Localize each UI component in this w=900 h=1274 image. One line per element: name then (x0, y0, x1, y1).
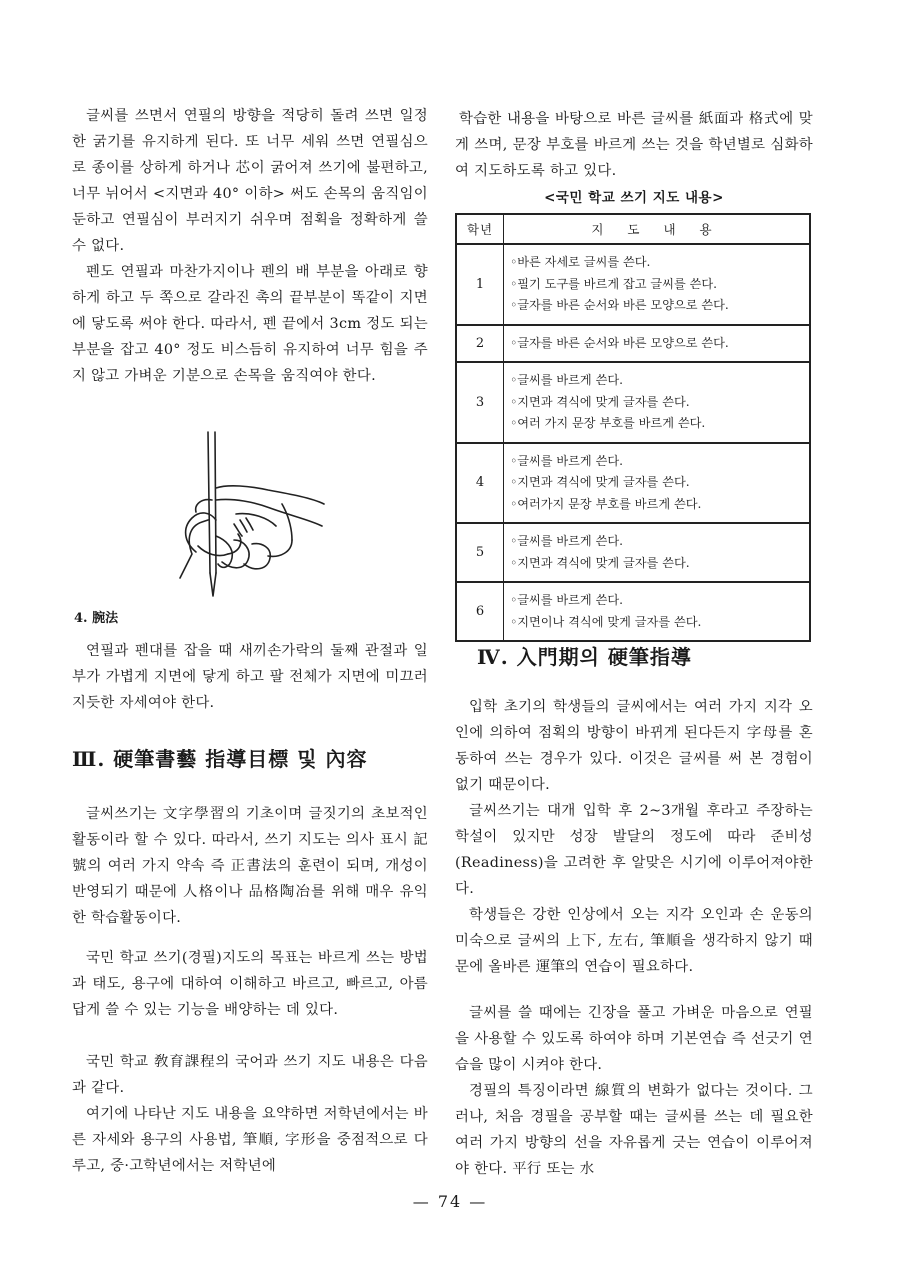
content-item: ◦지면과 격식에 맞게 글자를 쓴다. (510, 394, 690, 409)
table-title: <국민 학교 쓰기 지도 내용> (544, 190, 724, 206)
content-item: ◦글씨를 바르게 쓴다. (510, 453, 623, 468)
grade-cell: 1 (456, 244, 504, 325)
table-header-row (456, 214, 810, 244)
content-cell (504, 582, 811, 641)
paragraph-readiness: 글씨쓰기는 대개 입학 후 2~3개월 후라고 주장하는 학설이 있지만 성장 발달의 정도에 따라 준비성(Readiness)을 고려한 후 알맞은 시기에 이루어져야한다. (455, 803, 813, 897)
content-item: ◦지면이나 격식에 맞게 글자를 쓴다. (510, 614, 702, 629)
paragraph-wrist-posture: 연필과 펜대를 잡을 때 새끼손가락의 둘째 관절과 일부가 가볍게 지면에 닿게 하고 팔 전체가 지면에 미끄러지듯한 자세여야 한다. (72, 643, 428, 711)
content-item: ◦필기 도구를 바르게 잡고 글씨를 쓴다. (510, 276, 718, 291)
paragraph-continued: 학습한 내용을 바탕으로 바른 글씨를 紙面과 格式에 맞게 쓰며, 문장 부호를 바르게 쓰는 것을 학년별로 심화하여 지도하도록 하고 있다. (455, 111, 813, 179)
pen-holding-hand-illustration (172, 428, 332, 608)
paragraph-writing-basics: 글씨쓰기는 文字學習의 기초이며 글짓기의 초보적인 활동이라 할 수 있다. 따라서, 쓰기 지도는 의사 표시 記號의 여러 가지 약속 즉 正書法의 훈련이 되며, 개성이 반영되기 때문에 人格이나 品格陶冶를 위해 매우 유익한 학습활동이다. (72, 806, 428, 926)
paragraph-pencil-angle: 글씨를 쓰면서 연필의 방향을 적당히 돌려 쓰면 일정한 굵기를 유지하게 된다. 또 너무 세워 쓰면 연필심으로 종이를 상하게 하거나 芯이 굵어져 쓰기에 불편하고, 너무 뉘어서 <지면과 40° 이하> 써도 손목의 움직임이 둔하고 연필심이 부러지기 쉬우며 점획을 정확하게 쓸 수 없다. (72, 108, 428, 254)
grade-cell: 2 (456, 325, 504, 363)
content-item: ◦여러가지 문장 부호를 바르게 쓴다. (510, 496, 702, 511)
content-item: ◦글자를 바른 순서와 바른 모양으로 쓴다. (510, 298, 729, 312)
grade-cell: 4 (456, 443, 504, 524)
column-header-content: 지 도 내 용 (504, 214, 811, 244)
grade-cell: 5 (456, 523, 504, 582)
paragraph-line-practice: 경필의 특징이라면 線質의 변화가 없다는 것이다. 그러나, 처음 경필을 공부할 때는 글씨를 쓰는 데 필요한 여러 가지 방향의 선을 자유롭게 긋는 연습이 이루어져야 한다. 平行 또는 水 (455, 1083, 813, 1177)
content-cell (504, 325, 811, 363)
content-cell (504, 443, 811, 524)
content-item: ◦바른 자세로 글씨를 쓴다. (510, 255, 651, 269)
content-item: ◦글씨를 바르게 쓴다. (510, 534, 623, 548)
writing-guidance-table (455, 213, 811, 642)
paragraph-curriculum: 국민 학교 敎育課程의 국어과 쓰기 지도 내용은 다음과 같다. (72, 1054, 428, 1096)
content-item: ◦글씨를 바르게 쓴다. (510, 593, 623, 607)
table-row (456, 443, 810, 524)
section-heading-3: Ⅲ. 硬筆書藝 指導目標 및 內容 (72, 747, 368, 771)
grade-cell: 6 (456, 582, 504, 641)
table-row (456, 362, 810, 443)
table-row (456, 523, 810, 582)
content-item: ◦지면과 격식에 맞게 글자를 쓴다. (510, 475, 690, 489)
content-item: ◦글자를 바른 순서와 바른 모양으로 쓴다. (510, 335, 729, 350)
content-cell (504, 523, 811, 582)
paragraph-writing-goals: 국민 학교 쓰기(경필)지도의 목표는 바르게 쓰는 방법과 태도, 용구에 대하여 이해하고 바르고, 빠르고, 아름답게 쓸 수 있는 기능을 배양하는 데 있다. (72, 950, 428, 1018)
column-header-grade: 학년 (456, 214, 504, 244)
figure-caption: 4. 腕法 (74, 611, 119, 626)
paragraph-pen-grip: 펜도 연필과 마찬가지이나 펜의 배 부분을 아래로 향하게 하고 두 쪽으로 갈라진 촉의 끝부분이 똑같이 지면에 닿도록 써야 한다. 따라서, 펜 끝에서 3cm 정도 되는 부분을 잡고 40° 정도 비스듬히 유지하여 너무 힘을 주지 않고 가벼운 기분으로 손목을 움직여야 한다. (72, 264, 428, 384)
table-row (456, 582, 810, 641)
table-row (456, 244, 810, 325)
page-number: — 74 — (412, 1192, 488, 1211)
paragraph-relaxation: 글씨를 쓸 때에는 긴장을 풀고 가벼운 마음으로 연필을 사용할 수 있도록 하여야 하며 기본연습 즉 선긋기 연습을 많이 시켜야 한다. (455, 1005, 813, 1073)
paragraph-summary: 여기에 나타난 지도 내용을 요약하면 저학년에서는 바른 자세와 용구의 사용법, 筆順, 字形을 중점적으로 다루고, 중·고학년에서는 저학년에 (72, 1106, 428, 1174)
content-cell (504, 244, 811, 325)
table-row (456, 325, 810, 363)
content-item: ◦글씨를 바르게 쓴다. (510, 373, 623, 387)
content-item: ◦지면과 격식에 맞게 글자를 쓴다. (510, 555, 690, 570)
grade-cell: 3 (456, 362, 504, 443)
content-cell (504, 362, 811, 443)
section-heading-4: Ⅳ. 入門期의 硬筆指導 (477, 645, 692, 669)
paragraph-stroke-order: 학생들은 강한 인상에서 오는 지각 오인과 손 운동의 미숙으로 글씨의 上下, 左右, 筆順을 생각하지 않기 때문에 올바른 運筆의 연습이 필요하다. (455, 907, 813, 975)
content-item: ◦여러 가지 문장 부호를 바르게 쓴다. (510, 416, 706, 430)
paragraph-perception-errors: 입학 초기의 학생들의 글씨에서는 여러 가지 지각 오인에 의하여 점획의 방향이 바뀌게 된다든지 字母를 혼동하여 쓰는 경우가 있다. 이것은 글씨를 써 본 경험이 없기 때문이다. (455, 699, 813, 793)
